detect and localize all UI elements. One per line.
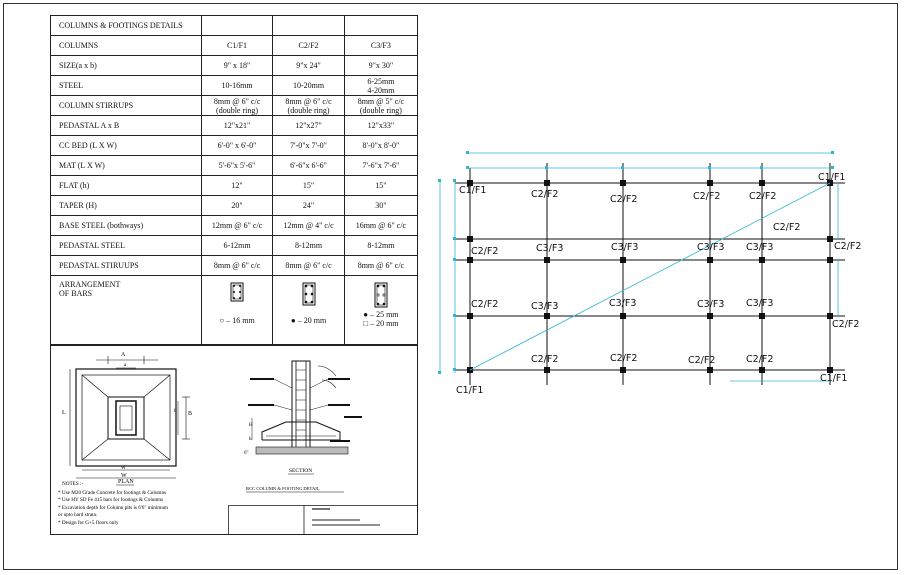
cell: 9"x 30": [344, 56, 417, 76]
cell: 20": [201, 196, 272, 216]
bars-label-line: ARRANGEMENT: [59, 280, 121, 289]
row-label: SIZE(a x b): [51, 56, 202, 76]
cell: 8mm @ 6" c/c: [344, 256, 417, 276]
row-label: MAT (L X W): [51, 156, 202, 176]
row-label: PEDASTAL STEEL: [51, 236, 202, 256]
cell-line: 8mm @ 5" c/c: [357, 96, 405, 106]
label-c3f3: C3/F3: [697, 242, 725, 253]
bars-legend-c1: ○ – 16 mm: [219, 316, 255, 325]
bars-legend-line: ● – 25 mm: [363, 310, 399, 319]
label-c2f2: C2/F2: [688, 355, 716, 366]
label-c2f2: C2/F2: [610, 194, 638, 205]
cell: 30": [344, 196, 417, 216]
note-line: * Use M20 Grade Concrete for footings & Columns: [58, 490, 167, 496]
cell: 9" x 18": [201, 56, 272, 76]
cell: 7'-0"x 7'-0": [273, 136, 344, 156]
label-c3f3: C3/F3: [531, 301, 559, 312]
label-c1f1: C1/F1: [818, 172, 846, 183]
cell: 6'-6"x 6'-6": [273, 156, 344, 176]
label-c1f1: C1/F1: [456, 385, 484, 396]
cell: 16mm @ 6" c/c: [344, 216, 417, 236]
cell-line: 8mm @ 6" c/c: [285, 96, 332, 106]
cell: 12"x21": [201, 116, 272, 136]
label-c2f2: C2/F2: [531, 354, 559, 365]
cell-line: (double ring): [359, 105, 402, 115]
bars-legend-text: 16 mm: [232, 316, 255, 325]
label-c3f3: C3/F3: [697, 299, 725, 310]
label-c2f2: C2/F2: [832, 319, 860, 330]
bars-legend-text: 25 mm: [376, 310, 399, 319]
label-c3f3: C3/F3: [746, 298, 774, 309]
cell: 12"x33": [344, 116, 417, 136]
dimension-ticks: [438, 151, 834, 374]
label-c2f2: C2/F2: [471, 299, 499, 310]
label-c2f2: C2/F2: [471, 246, 499, 257]
dim-six: 6": [244, 451, 249, 456]
label-c1f1: C1/F1: [820, 373, 848, 384]
note-line: * Use HY SD Fe 415 bars for footings & Columns: [58, 497, 163, 503]
header-label: COLUMNS: [51, 36, 202, 56]
dim-H: H: [249, 423, 253, 428]
open-circle-icon: ○: [219, 316, 225, 325]
open-square-icon: □: [363, 319, 369, 328]
cell: 24": [273, 196, 344, 216]
header-c3: C3/F3: [344, 36, 417, 56]
cell: 8-12mm: [344, 236, 417, 256]
dim-L: L: [62, 410, 66, 416]
dimension-lines: [440, 153, 838, 381]
header-c2: C2/F2: [273, 36, 344, 56]
row-label: PEDASTAL STIRUUPS: [51, 256, 202, 276]
cell: 6-12mm: [201, 236, 272, 256]
cell-line: 8mm @ 6" c/c: [213, 96, 261, 106]
section-caption: SECTION: [289, 468, 313, 474]
notes-heading: NOTES :-: [62, 481, 84, 487]
plan-caption: PLAN: [118, 479, 134, 485]
bars-legend-text: 20 mm: [303, 316, 327, 325]
cell: 10-20mm: [273, 76, 344, 96]
note-line: * Design for G+5 floors only: [58, 520, 119, 526]
filled-circle-icon: ●: [290, 316, 296, 325]
row-label: CC BED (L X W): [51, 136, 202, 156]
cell-line: 4-20mm: [367, 85, 395, 95]
cell: 8mm @ 6" c/c: [201, 256, 272, 276]
label-c2f2: C2/F2: [834, 241, 862, 252]
cell-line: (double ring): [287, 105, 330, 115]
label-c2f2: C2/F2: [531, 189, 559, 200]
header-c1: C1/F1: [201, 36, 272, 56]
dim-W: W: [121, 473, 127, 479]
cell: 12mm @ 6" c/c: [201, 216, 272, 236]
row-label: FLAT (h): [51, 176, 202, 196]
dim-B: B: [188, 411, 193, 417]
dim-A: A: [121, 352, 126, 358]
bars-legend-c2: ● – 20 mm: [290, 316, 327, 325]
label-c2f2: C2/F2: [693, 191, 721, 202]
cell: 8mm @ 6" c/c: [273, 256, 344, 276]
cell: 9"x 24": [273, 56, 344, 76]
bars-legend-line: □ – 20 mm: [363, 319, 399, 328]
cell: 15": [344, 176, 417, 196]
cell: 8-12mm: [273, 236, 344, 256]
label-c3f3: C3/F3: [609, 298, 637, 309]
cell: 7'-6"x 7'-6": [344, 156, 417, 176]
label-c2f2: C2/F2: [610, 353, 638, 364]
label-c2f2: C2/F2: [773, 222, 801, 233]
cell: 12mm @ 4" c/c: [273, 216, 344, 236]
label-c3f3: C3/F3: [536, 243, 564, 254]
cell: 15": [273, 176, 344, 196]
label-c3f3: C3/F3: [746, 242, 774, 253]
note-line: * Excavation depth for Column pits is 6'6" minimum: [58, 505, 168, 511]
filled-circle-icon: ●: [363, 310, 369, 319]
plan-labels: [456, 172, 861, 396]
dim-h: h: [249, 437, 252, 442]
cell: 8'-0"x 8'-0": [344, 136, 417, 156]
row-label: STEEL: [51, 76, 202, 96]
cell: 5'-6"x 5'-6": [201, 156, 272, 176]
cell: 12"x27": [273, 116, 344, 136]
dim-W-inner: W: [121, 466, 126, 471]
row-label: BASE STEEL (bothways): [51, 216, 202, 236]
label-c3f3: C3/F3: [611, 242, 639, 253]
label-c2f2: C2/F2: [749, 191, 777, 202]
row-label: COLUMN STIRRUPS: [51, 96, 202, 116]
dim-a: a: [124, 363, 127, 368]
label-c1f1: C1/F1: [459, 185, 487, 196]
cell-line: (double ring): [216, 105, 259, 115]
cell: 12": [201, 176, 272, 196]
dim-b: b: [174, 409, 177, 414]
row-label: TAPER (H): [51, 196, 202, 216]
note-line: or upto hard strata.: [58, 512, 98, 518]
cell: 10-16mm: [201, 76, 272, 96]
table-title: COLUMNS & FOOTINGS DETAILS: [51, 16, 202, 36]
bars-legend-text: 20 mm: [376, 319, 399, 328]
row-label: PEDASTAL A x B: [51, 116, 202, 136]
cell-line: 6-25mm: [367, 76, 395, 86]
detail-caption: RCC COLUMN & FOOTING DETAIL: [246, 486, 320, 491]
cell: 6'-0" x 6'-0": [201, 136, 272, 156]
bars-label-line: OF BARS: [59, 289, 93, 298]
label-c2f2: C2/F2: [746, 354, 774, 365]
